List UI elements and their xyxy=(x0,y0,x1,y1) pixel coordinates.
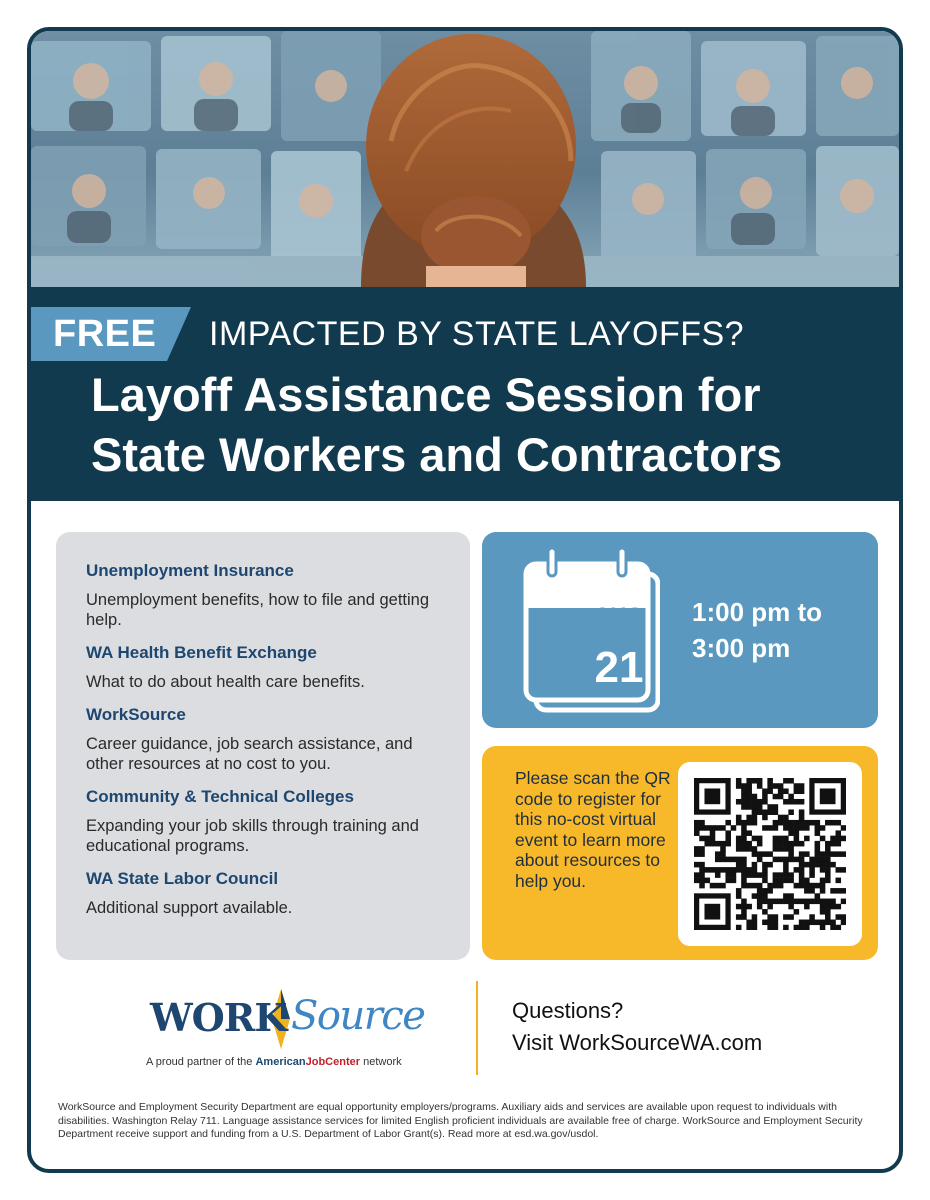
service-description: Career guidance, job search assistance, and other resources at no cost to you. xyxy=(86,735,413,773)
service-description: Additional support available. xyxy=(86,899,293,917)
service-title: WorkSource xyxy=(86,705,186,724)
service-description: What to do about health care benefits. xyxy=(86,673,365,691)
qr-code[interactable] xyxy=(678,762,862,946)
service-item xyxy=(86,786,444,856)
partner-suffix: network xyxy=(363,1056,402,1068)
service-title: Unemployment Insurance xyxy=(86,561,294,580)
service-title: Community & Technical Colleges xyxy=(86,787,354,806)
logo-word-work: WORK xyxy=(150,995,287,1040)
partner-line xyxy=(146,1056,402,1068)
kicker-text: IMPACTED BY STATE LAYOFFS? xyxy=(209,315,745,353)
page-title xyxy=(91,365,881,485)
event-time xyxy=(692,594,822,666)
event-day: 21 xyxy=(594,643,644,692)
worksource-logo xyxy=(146,989,446,1079)
service-description: Unemployment benefits, how to file and getting help. xyxy=(86,591,430,629)
hero-photo xyxy=(31,31,899,287)
event-time-start: 1:00 pm to xyxy=(692,597,823,627)
service-title: WA State Labor Council xyxy=(86,869,279,888)
service-item xyxy=(86,704,444,774)
headline-line-1: Layoff Assistance Session for xyxy=(91,368,761,421)
registration-card xyxy=(482,746,878,960)
legal-disclaimer: WorkSource and Employment Security Department are equal opportunity employers/programs. Auxiliary aids and services are available upon request to individuals with disabilities. Washington Relay 711. Language assistance services for limited English proficient individuals are available free of charge. WorkSource and Employment Security Department receive support and funding from a U.S. Department of Labor Grant(s). Read more at esd.wa.gov/usdol. xyxy=(58,1101,863,1140)
title-band xyxy=(31,287,899,501)
service-description: Expanding your job skills through training and educational programs. xyxy=(86,817,419,855)
service-item xyxy=(86,868,444,918)
website-link[interactable]: Visit WorkSourceWA.com xyxy=(512,1030,763,1055)
free-label: FREE xyxy=(53,313,157,355)
logo-word-source: Source xyxy=(291,993,425,1039)
registration-text: Please scan the QR code to register for this no-cost virtual event to learn more about resources to help you. xyxy=(515,768,671,891)
video-conference-illustration xyxy=(31,31,899,287)
ajc-american: American xyxy=(255,1056,306,1068)
event-date-card xyxy=(482,532,878,728)
ajc-jobcenter: JobCenter xyxy=(305,1056,361,1068)
service-title: WA Health Benefit Exchange xyxy=(86,643,317,662)
contact-block xyxy=(512,995,762,1059)
service-item xyxy=(86,560,444,630)
services-panel xyxy=(56,532,470,960)
divider xyxy=(476,981,478,1075)
headline-line-2: State Workers and Contractors xyxy=(91,428,783,481)
service-item xyxy=(86,642,444,692)
questions-label: Questions? xyxy=(512,998,624,1023)
qr-code-icon xyxy=(694,778,846,930)
event-month: AUG xyxy=(594,603,644,628)
partner-prefix: A proud partner of the xyxy=(146,1056,253,1068)
flyer-frame xyxy=(27,27,903,1173)
event-time-end: 3:00 pm xyxy=(692,633,791,663)
